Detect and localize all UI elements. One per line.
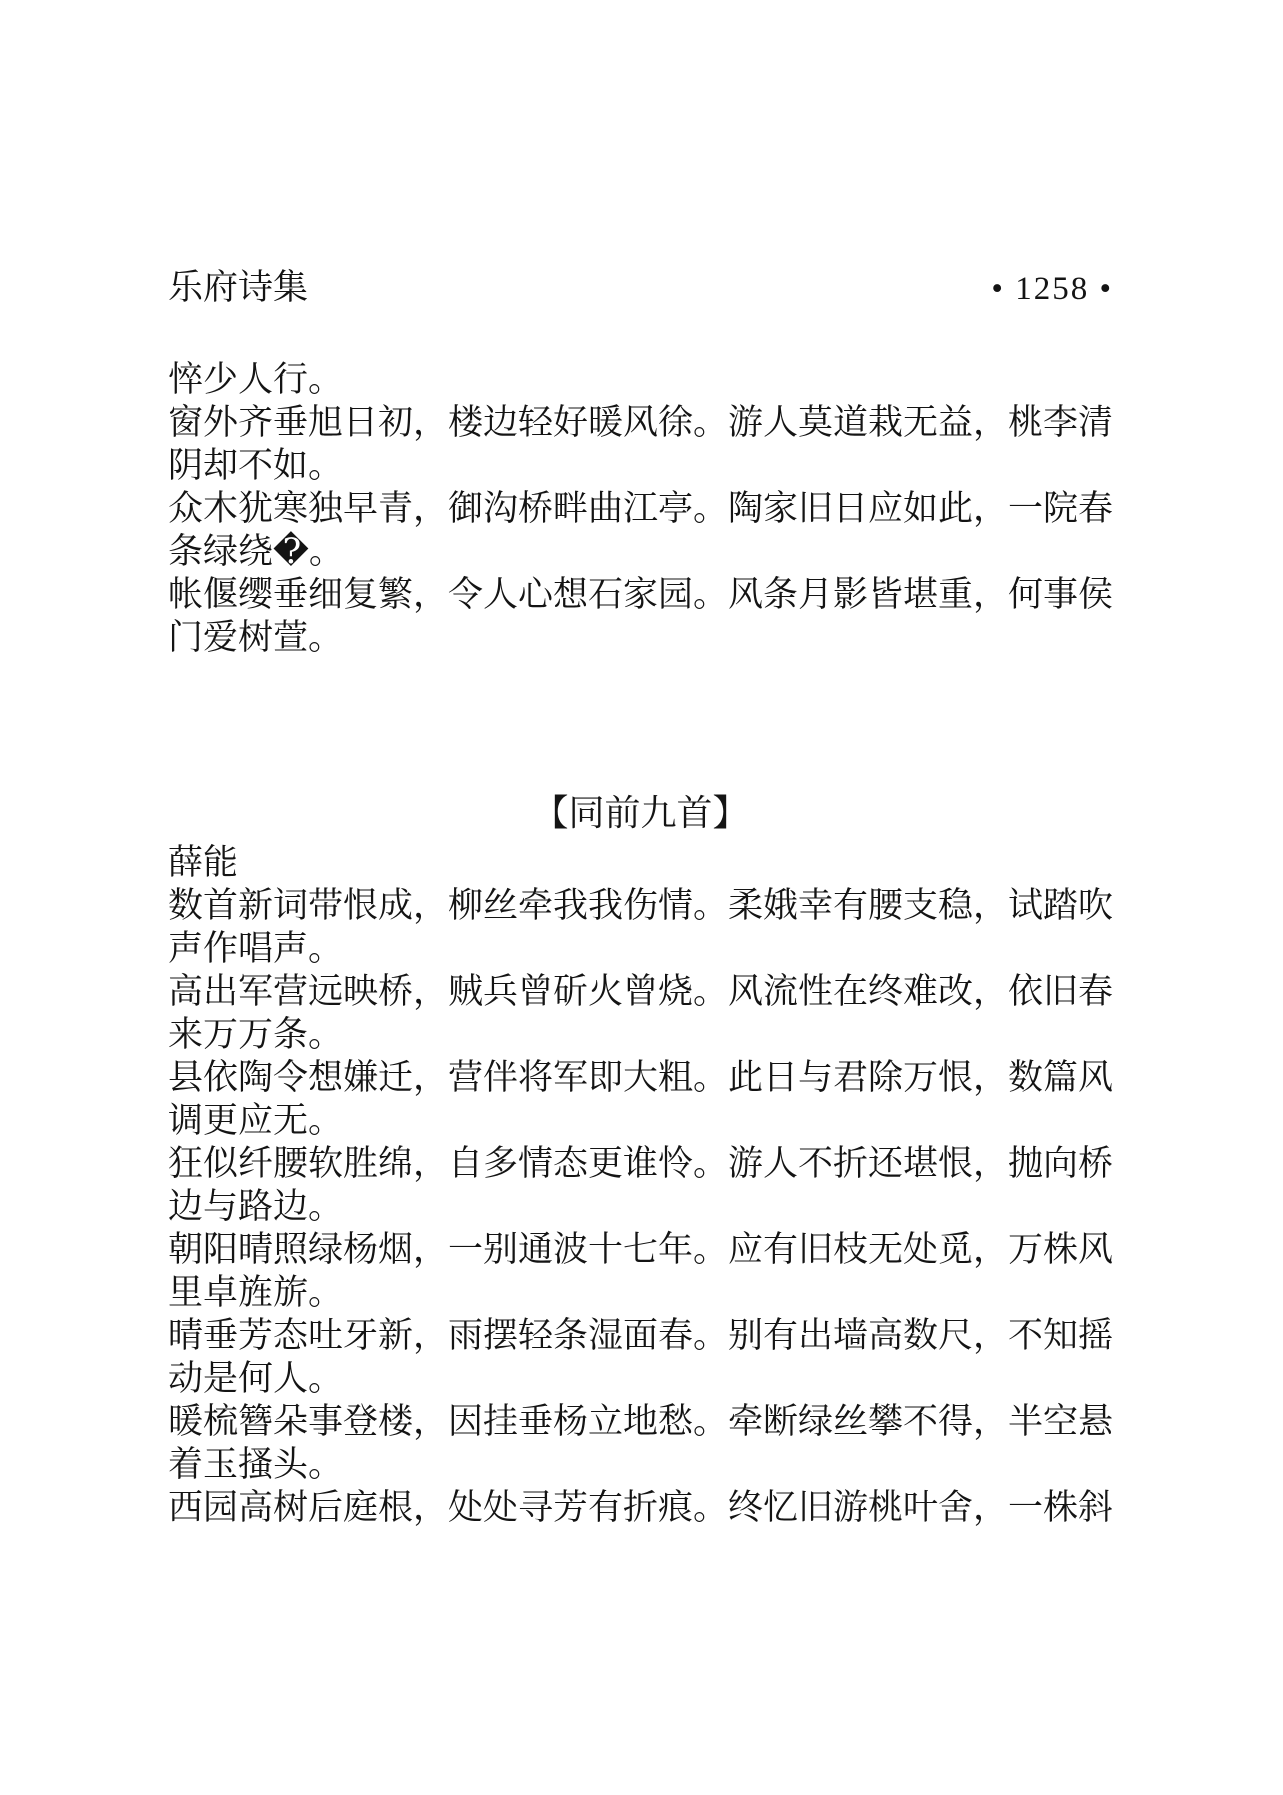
book-title: 乐府诗集 [168, 268, 309, 307]
poem-paragraph: 狂似纤腰软胜绵，自多情态更谁怜。游人不折还堪恨，抛向桥边与路边。 [168, 1144, 1114, 1226]
page-header [168, 266, 1113, 311]
poem-paragraph: 县依陶令想嫌迁，营伴将军即大粗。此日与君除万恨，数篇风调更应无。 [168, 1058, 1114, 1140]
poem-paragraph: 高出军营远映桥，贼兵曾斫火曾烧。风流性在终难改，依旧春来万万条。 [168, 972, 1114, 1054]
section-heading: 【同前九首】 [532, 793, 749, 833]
poem-paragraph: 数首新词带恨成，柳丝牵我我伤情。柔娥幸有腰支稳，试踏吹声作唱声。 [168, 886, 1114, 968]
poem-paragraph: 众木犹寒独早青，御沟桥畔曲江亭。陶家旧日应如此，一院春条绿绕�。 [168, 489, 1114, 571]
poem-paragraph: 窗外齐垂旭日初，楼边轻好暖风徐。游人莫道栽无益，桃李清阴却不如。 [168, 403, 1114, 485]
poem-paragraph: 朝阳晴照绿杨烟，一别通波十七年。应有旧枝无处觅，万株风里卓旌旂。 [168, 1230, 1114, 1312]
poem-paragraph: 暖梳簪朵事登楼，因挂垂杨立地愁。牵断绿丝攀不得，半空悬着玉搔头。 [168, 1402, 1114, 1484]
author-name: 薛能 [168, 843, 239, 882]
previous-poem-section [168, 358, 1113, 659]
poem-paragraph: 帐偃缨垂细复繁，令人心想石家园。风条月影皆堪重，何事侯门爱树萱。 [168, 575, 1114, 657]
poem-paragraph-truncated: 西园高树后庭根，处处寻芳有折痕。终忆旧游桃叶舍，一株斜 [168, 1488, 1114, 1527]
poems-section [168, 841, 1113, 1529]
page-number: • 1258 • [991, 271, 1113, 307]
poem-paragraph: 晴垂芳态吐牙新，雨摆轻条湿面春。别有出墙高数尺，不知摇动是何人。 [168, 1316, 1114, 1398]
poem-continuation-line: 悴少人行。 [168, 360, 344, 399]
